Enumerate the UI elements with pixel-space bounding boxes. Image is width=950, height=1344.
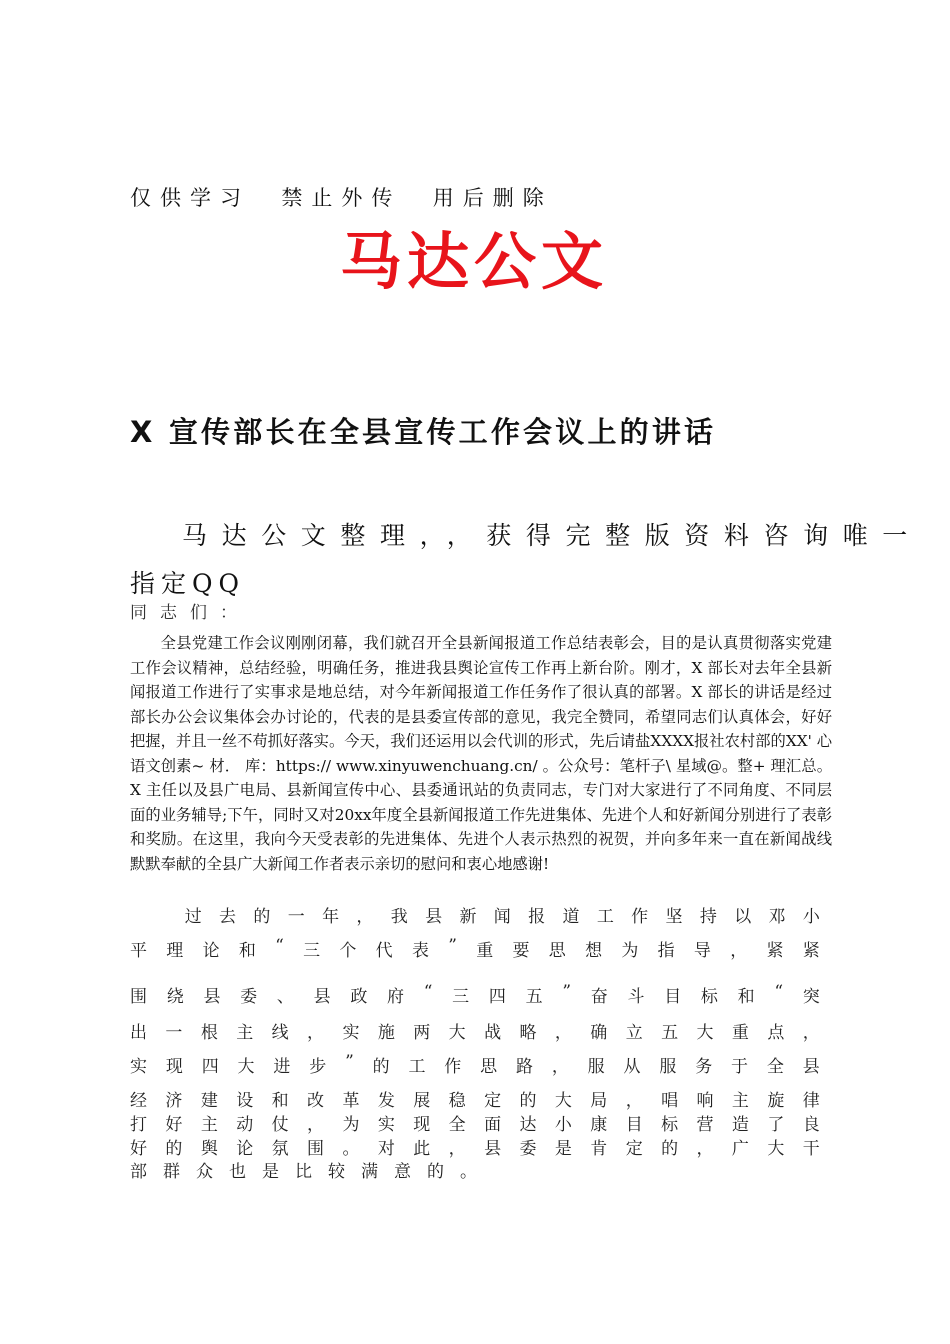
paragraph-1: 全县党建工作会议刚刚闭幕，我们就召开全县新闻报道工作总结表彰会，目的是认真贯彻落实党建工作会议精神，总结经验，明确任务，推进我县舆论宣传工作再上新台阶。刚才，X 部长对去年全县新闻报道工作进行了实事求是地总结，对今年新闻报道工作任务作了很认真的部署。X 部长的讲话是经过部长办公会议集体会办讨论的，代表的是县委宣传部的意见，我完全赞同，希望同志们认真体会，好好把握，并且一丝不苟抓好落实。今天，我们还运用以会代训的形式，先后请盐XXXX报社农村部的XX' 心语文创素~ 材． 库：https:// www.xinyuwenchuang.cn/ 。公众号：笔杆子\ 星域@。整+ 理汇总。X 主任以及县广电局、县新闻宣传中心、县委通讯站的负责同志，专门对大家进行了不同角度、不同层面的业务辅导;下午，同时又对20xx年度全县新闻报道工作先进集体、先进个人和好新闻分别进行了表彰和奖励。在这里，我向今天受表彰的先进集体、先进个人表示热烈的祝贺，并向多年来一直在新闻战线默默奉献的全县广大新闻工作者表示亲切的慰问和衷心地感谢! [130,634,832,873]
paragraph-2-line: 经 济 建 设 和 改 革 发 展 稳 定 的 大 局 ， 唱 响 主 旋 律 [130,1091,820,1111]
intro-line-2: 指定QQ [130,569,245,598]
paragraph-2-line: 实 现 四 大 进 步 ” 的 工 作 思 路 ， 服 从 服 务 于 全 县 [130,1052,820,1077]
intro-text [130,512,922,608]
document-title: X 宣传部长在全县宣传工作会议上的讲话 [130,415,717,449]
paragraph-2-line: 部 群 众 也 是 比 较 满 意 的 。 [130,1162,477,1182]
paragraph-2-line: 打 好 主 动 仗 ， 为 实 现 全 面 达 小 康 目 标 营 造 了 良 [130,1115,820,1135]
intro-line-1: 马达公文整理，，获得完整版资料咨询唯一 [182,521,922,550]
paragraph-2-line: 平 理 论 和 “ 三 个 代 表 ” 重 要 思 想 为 指 导 ， 紧 紧 [130,936,820,961]
paragraph-2-line: 过 去 的 一 年 ， 我 县 新 闻 报 道 工 作 坚 持 以 邓 小 [184,907,820,927]
paragraph-2-line: 出 一 根 主 线 ， 实 施 两 大 战 略 ， 确 立 五 大 重 点 ， [130,1023,820,1043]
paragraph-2-line: 围 绕 县 委 、 县 政 府 “ 三 四 五 ” 奋 斗 目 标 和 “ 突 [130,982,820,1007]
brand-logo-text: 马达公文 [340,225,609,298]
salutation: 同志们： [130,603,250,623]
paragraph-2-line: 好 的 舆 论 氛 围 。 对 此 ， 县 委 是 肯 定 的 ， 广 大 干 [130,1139,820,1159]
usage-notice: 仅供学习 禁止外传 用后删除 [130,186,553,210]
